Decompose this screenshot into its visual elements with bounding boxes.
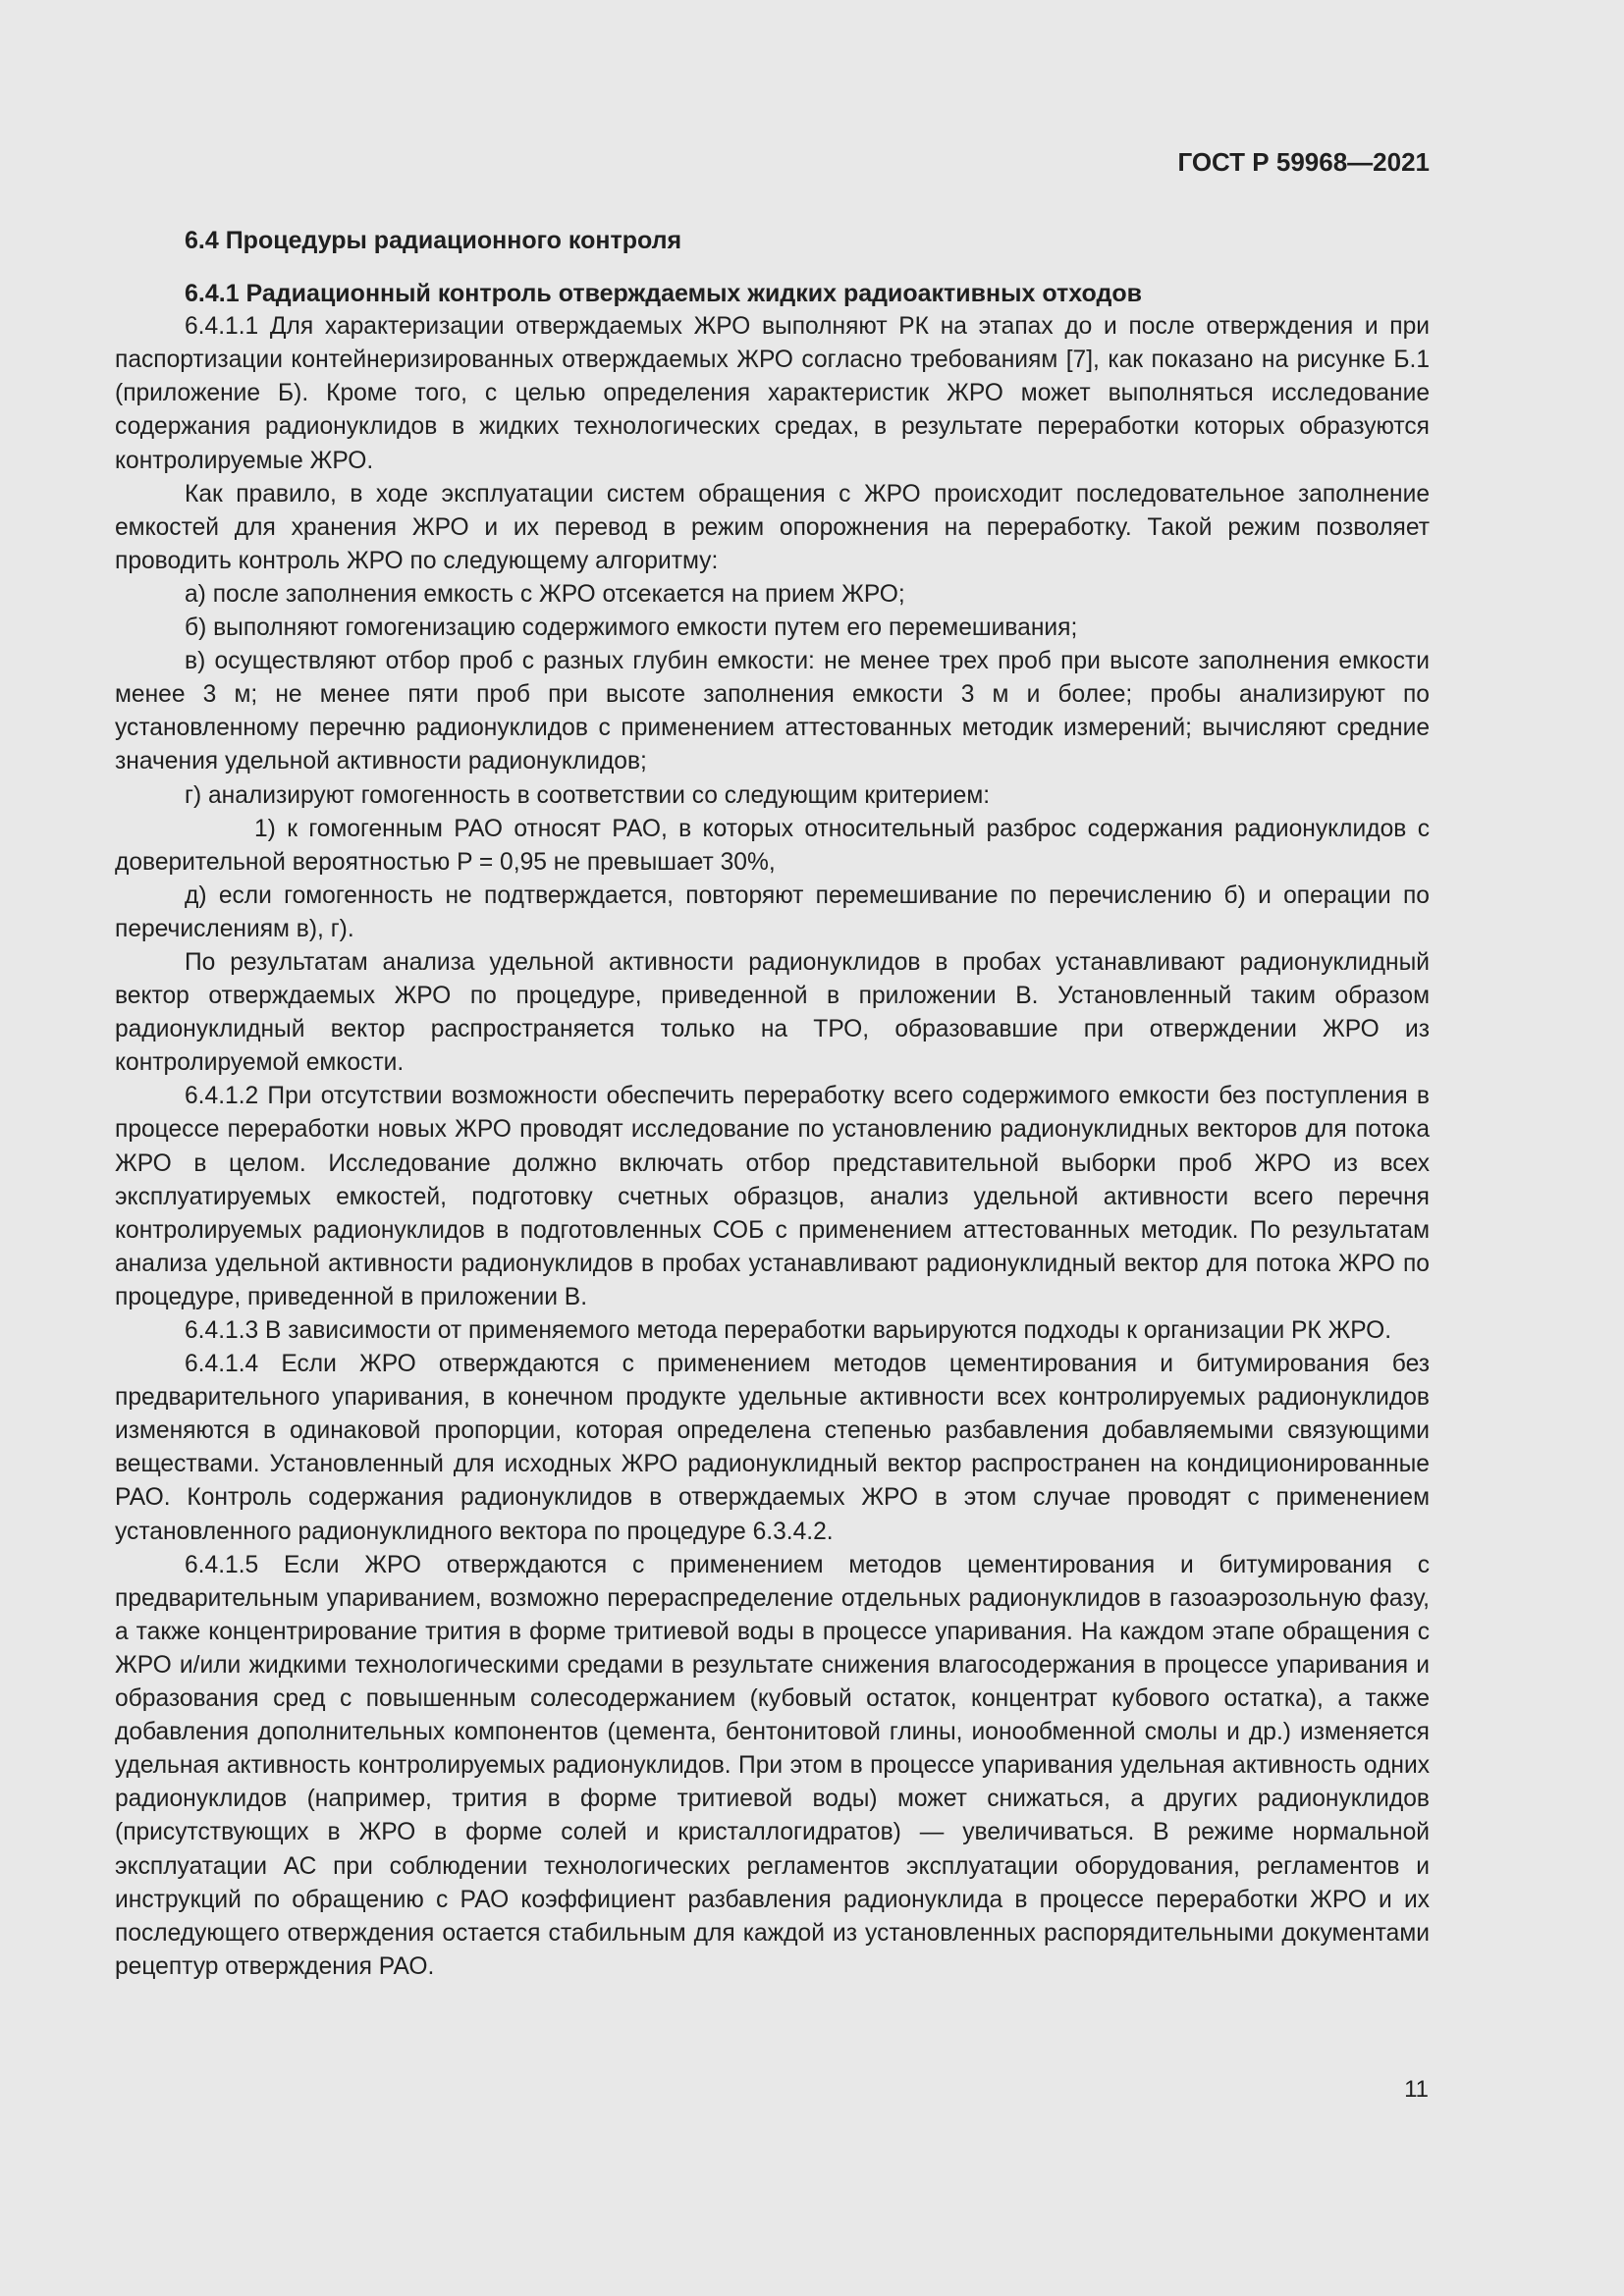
paragraph-6-4-1-5: 6.4.1.5 Если ЖРО отверждаются с применением методов цементирования и битумирования с предварительным упариванием, возможно перераспределение отдельных радионуклидов в газоаэрозольную фазу, а также концентрирование трития в форме тритиевой воды в процессе упаривания. На каждом этапе обращения с ЖРО и/или жидкими технологическими средами в результате снижения влагосодержания в процессе упаривания и образования сред с повышенным солесодержанием (кубовый остаток, концентрат кубового остатка), а также добавления дополнительных компонентов (цемента, бентонитовой глины, ионообменной смолы и др.) изменяется удельная активность контролируемых радионуклидов. При этом в процессе упаривания удельная активность одних радионуклидов (например, трития в форме тритиевой воды) может снижаться, а других радионуклидов (присутствующих в ЖРО в форме солей и кристаллогидратов) — увеличиваться. В режиме нормальной эксплуатации АС при соблюдении технологических регламентов эксплуатации оборудования, регламентов и инструкций по обращению с РАО коэффициент разбавления радионуклида в процессе переработки ЖРО и их последующего отверждения остается стабильным для каждой из установленных распорядительными документами рецептур отверждения РАО. [115, 1551, 1430, 1980]
subsection-heading: 6.4.1 Радиационный контроль отверждаемых жидких радиоактивных отходов [185, 280, 1142, 308]
paragraph-6-4-1-4: 6.4.1.4 Если ЖРО отверждаются с применением методов цементирования и битумирования без предварительного упаривания, в конечном продукте удельные активности всех контролируемых радионуклидов изменяются в одинаковой пропорции, которая определена степенью разбавления добавляемыми связующими веществами. Установленный для исходных ЖРО радионуклидный вектор распространен на кондиционированные РАО. Контроль содержания радионуклидов в отверждаемых ЖРО в этом случае проводят с применением установленного радионуклидного вектора по процедуре 6.3.4.2. [115, 1351, 1430, 1545]
paragraph-vector: По результатам анализа удельной активности радионуклидов в пробах устанавливают радионуклидный вектор отверждаемых ЖРО по процедуре, приведенной в приложении В. Установленный таким образом радионуклидный вектор распространяется только на ТРО, образовавшие при отверждении ЖРО из контролируемой емкости. [115, 948, 1430, 1077]
document-body [115, 224, 1430, 1984]
list-item-v: в) осуществляют отбор проб с разных глубин емкости: не менее трех проб при высоте заполнения емкости менее 3 м; не менее пяти проб при высоте заполнения емкости 3 м и более; пробы анализируют по установленному перечню радионуклидов с применением аттестованных методик измерений; вычисляют средние значения удельной активности радионуклидов; [115, 648, 1430, 775]
document-code: ГОСТ Р 59968—2021 [1177, 147, 1430, 177]
paragraph-6-4-1-3: 6.4.1.3 В зависимости от применяемого метода переработки варьируются подходы к организации РК ЖРО. [185, 1317, 1392, 1344]
page-number: 11 [1404, 2076, 1429, 2103]
list-item-d: д) если гомогенность не подтверждается, повторяют перемешивание по перечислению б) и операции по перечислениям в), г). [115, 881, 1430, 942]
section-heading: 6.4 Процедуры радиационного контроля [185, 227, 682, 254]
paragraph-6-4-1-1: 6.4.1.1 Для характеризации отверждаемых ЖРО выполняют РК на этапах до и после отверждения и при паспортизации контейнеризированных отверждаемых ЖРО согласно требованиям [7], как показано на рисунке Б.1 (приложение Б). Кроме того, с целью определения характеристик ЖРО может выполняться исследование содержания радионуклидов в жидких технологических средах, в результате переработки которых образуются контролируемые ЖРО. [115, 313, 1430, 474]
list-item-g: г) анализируют гомогенность в соответствии со следующим критерием: [185, 781, 991, 809]
list-subitem-1: 1) к гомогенным РАО относят РАО, в которых относительный разброс содержания радионуклидов с доверительной вероятностью P = 0,95 не превышает 30%, [115, 815, 1430, 876]
paragraph-6-4-1-2: 6.4.1.2 При отсутствии возможности обеспечить переработку всего содержимого емкости без поступления в процессе переработки новых ЖРО проводят исследование по установлению радионуклидных векторов для потока ЖРО в целом. Исследование должно включать отбор представительной выборки проб ЖРО из всех эксплуатируемых емкостей, подготовку счетных образцов, анализ удельной активности всего перечня контролируемых радионуклидов в подготовленных СОБ с применением аттестованных методик. По результатам анализа удельной активности радионуклидов в пробах устанавливают радионуклидный вектор для потока ЖРО по процедуре, приведенной в приложении В. [115, 1083, 1430, 1310]
paragraph-algorithm-intro: Как правило, в ходе эксплуатации систем обращения с ЖРО происходит последовательное заполнение емкостей для хранения ЖРО и их перевод в режим опорожнения на переработку. Такой режим позволяет проводить контроль ЖРО по следующему алгоритму: [115, 480, 1430, 574]
list-item-a: а) после заполнения емкость с ЖРО отсекается на прием ЖРО; [185, 580, 905, 608]
list-item-b: б) выполняют гомогенизацию содержимого емкости путем его перемешивания; [185, 614, 1078, 642]
